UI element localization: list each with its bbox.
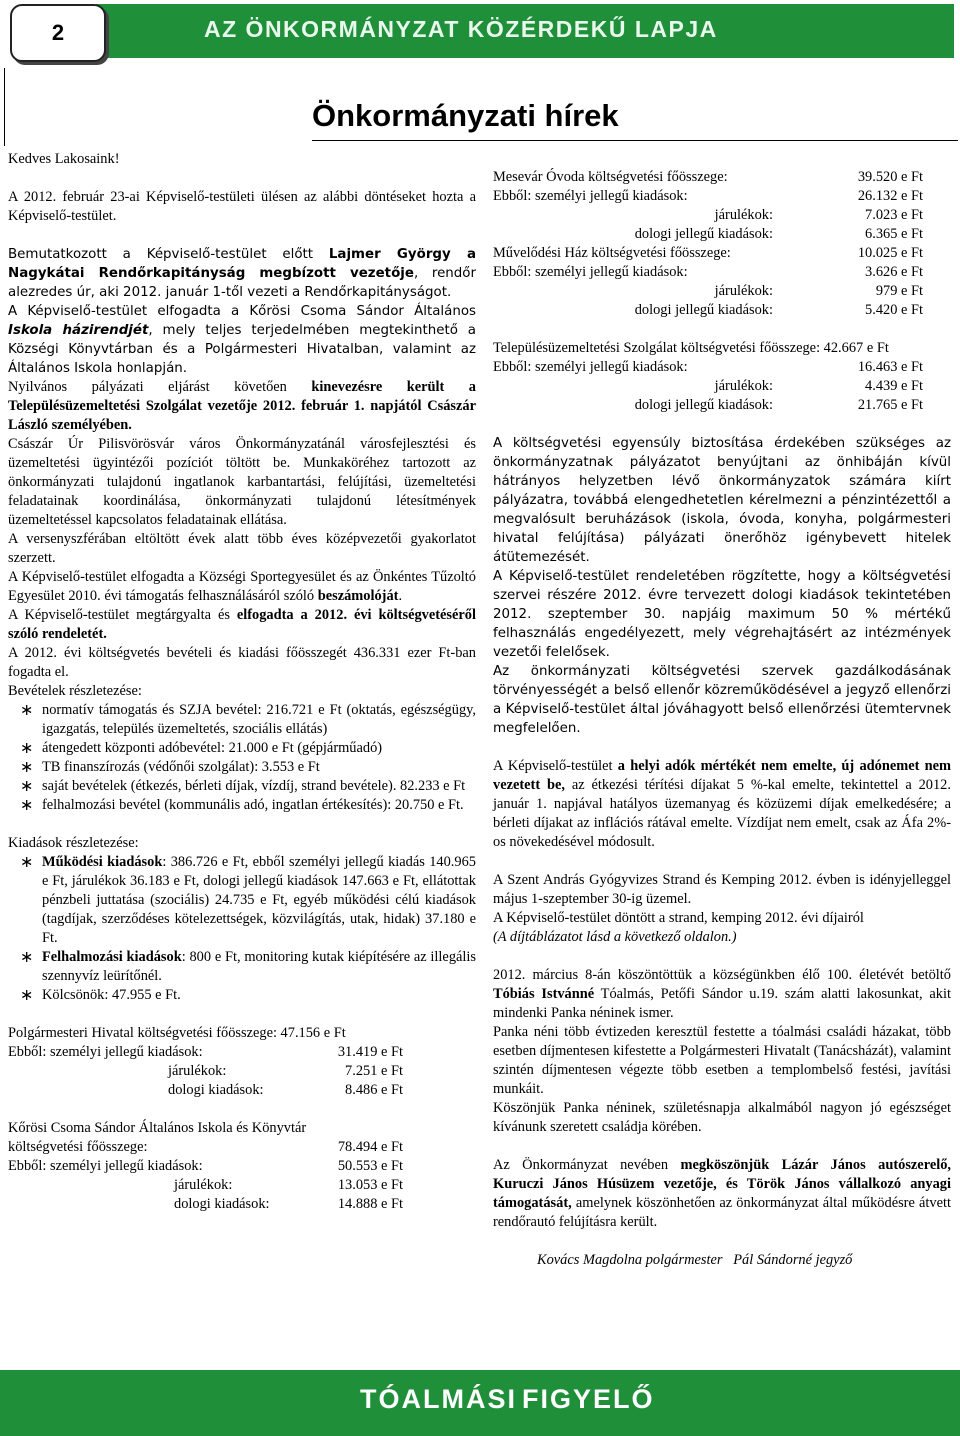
budget-title: Polgármesteri Hivatal költségvetési főösszege: 47.156 e Ft [8,1025,346,1041]
budget-table [8,1043,476,1100]
signature-notary: Pál Sándorné jegyző [733,1252,853,1268]
table-value: 50.553 e Ft [337,1158,403,1174]
table-value: 21.765 e Ft [857,397,923,413]
table-label: járulékok: [714,283,773,299]
list-item: ∗ Működési kiadások: 386.726 e Ft, ebből személyi jellegű kiadás 140.965 e Ft, járulékok 36.183 e Ft, dologi jellegű kiadások 147.663 e Ft, ellátottak pénzbeli juttatása (szociális) 24.735 e Ft, egyéb működési célú kiadások (tagdíjak, szerződéses kötelezettségek, közvilágítás, utak, hidak) 37.180 e Ft. [8,853,476,948]
paragraph: A Képviselő-testület elfogadta a Kőrösi Csoma Sándor Általános Iskola házirendjét, mely teljes terjedelmében megtekinthető a Községi Könyvtárban és a Polgármesteri Hivatalban, valamint az Általános Iskola honlapján. [8,304,477,376]
page-number: 2 [10,4,106,62]
table-value: 10.025 e Ft [857,245,923,261]
paragraph: A 2012. évi költségvetés bevételi és kiadási főösszegét 436.331 ezer Ft-ban fogadta el. [8,645,476,680]
table-label: Ebből: személyi jellegű kiadások: [493,188,688,204]
list-item: ∗ felhalmozási bevétel (kommunális adó, ingatlan értékesítés): 20.750 e Ft. [8,796,476,815]
left-column [8,150,476,1214]
table-value: 78.494 e Ft [337,1139,403,1155]
table-value: 5.420 e Ft [865,302,923,318]
table-value: 6.365 e Ft [865,226,923,242]
table-value: 13.053 e Ft [337,1177,403,1193]
page-footer [0,1370,960,1436]
paragraph: A Képviselő-testület elfogadta a Községi Sportegyesület és az Önkéntes Tűzoltó Egyesület 2010. évi támogatás felhasználásáról szóló beszámolóját. [8,569,476,604]
table-label: Ebből: személyi jellegű kiadások: [8,1044,203,1060]
revenue-list [8,701,476,815]
paragraph: A Képviselő-testület rendeletében rögzítette, hogy a költségvetési szervei részére 2012. évre tervezett dologi kiadások tekintetében 2012. szeptember 30. napjáig maximum 50 % mértékű felhasználás engedélyezett, mely végrehajtásért az intézmények vezetői felelősek. [493,569,951,660]
table-label: Ebből: személyi jellegű kiadások: [8,1158,203,1174]
divider-line [312,140,958,141]
paragraph: 2012. március 8-án köszöntöttük a községünkben élő 100. életévét betöltő Tóbiás Istvánné Tóalmás, Petőfi Sándor u.19. szám alatti lakosunkat, akit mindenki Panka néninek ismer. [493,967,951,1021]
list-item: ∗ normatív támogatás és SZJA bevétel: 216.721 e Ft (oktatás, egészségügy, igazgatás, település üzemeltetés, szociális ellátás) [8,701,476,739]
table-label: dologi jellegű kiadások: [634,302,773,318]
paragraph: A 2012. február 23-ai Képviselő-testületi ülésen az alábbi döntéseket hozta a Képviselő-testület. [8,189,476,224]
page-header [0,0,960,64]
section-title: Önkormányzati hírek [312,98,619,133]
signature-mayor: Kovács Magdolna polgármester [537,1252,723,1268]
footer-title-left: TÓALMÁSI [360,1384,517,1414]
budget-title: Kőrösi Csoma Sándor Általános Iskola és Könyvtár [8,1120,307,1136]
paragraph: A Képviselő-testület megtárgyalta és elfogadta a 2012. évi költségvetéséről szóló rendeletét. [8,607,476,642]
table-value: 31.419 e Ft [337,1044,403,1060]
table-label: dologi kiadások: [174,1196,270,1212]
expense-list [8,853,476,1005]
list-title: Kiadások részletezése: [8,835,139,851]
table-label: dologi jellegű kiadások: [634,397,773,413]
table-label: járulékok: [714,378,773,394]
table-value: 39.520 e Ft [857,169,923,185]
paragraph: A Képviselő-testület a helyi adók mértékét nem emelte, új adónemet nem vezetett be, az étkezési térítési díjakat 5 %-kal emelte, tekintettel a 2012. január 1. napjával hatályos üzemanyag és közüzemi díjak emelkedésére; a bérleti díjakat az inflációs rátával emelte. Vízdíjat nem emelt, csak az Áfa 2%-os növekedésével módosult. [493,758,952,850]
table-label: járulékok: [174,1177,233,1193]
paragraph: A Szent András Gyógyvizes Strand és Kemping 2012. évben is idényjelleggel május 1-szeptember 30-ig üzemel. [493,872,951,907]
table-value: 7.023 e Ft [865,207,923,223]
divider-line [4,68,5,146]
header-band [96,4,954,58]
list-item: ∗ átengedett központi adóbevétel: 21.000 e Ft (gépjárműadó) [8,739,476,758]
table-value: 26.132 e Ft [857,188,923,204]
paragraph: Panka néni több évtizeden keresztül festette a tóalmási családi házakat, több esetben díjmentesen kifestette a Polgármesteri Hivatalt (Tanácsházát), valamint szintén díjmentesen végezte több esetben a templombelső festési, javítási munkáit. [493,1024,951,1097]
table-label: Ebből: személyi jellegű kiadások: [493,264,688,280]
table-label: költségvetési főösszege: [8,1139,148,1155]
list-item: ∗ saját bevételek (étkezés, bérleti díjak, vízdíj, strand bevétele). 82.233 e Ft [8,777,476,796]
table-value: 14.888 e Ft [337,1196,403,1212]
budget-table [493,168,951,320]
paragraph: A Képviselő-testület döntött a strand, kemping 2012. évi díjairól [493,910,864,926]
publication-title: AZ ÖNKORMÁNYZAT KÖZÉRDEKŰ LAPJA [204,16,718,42]
table-label: dologi jellegű kiadások: [634,226,773,242]
list-item: ∗ Kölcsönök: 47.955 e Ft. [8,986,476,1005]
paragraph: A versenyszférában eltöltött évek alatt több éves középvezetői gyakorlatot szerzett. [8,531,476,566]
budget-title: Településüzemeltetési Szolgálat költségvetési főösszege: 42.667 e Ft [493,340,889,356]
table-label: Ebből: személyi jellegű kiadások: [493,359,688,375]
list-title: Bevételek részletezése: [8,683,142,699]
paragraph: Császár Úr Pilisvörösvár város Önkormányzatánál városfejlesztési és üzemeltetési ügyintézői pozíciót töltött be. Munkaköréhez tartozott az önkormányzati tulajdonú ingatlanok karbantartási, felújítási, üzemeltetési feladatainak koordinálása, önkormányzati tulajdonú létesítmények üzemeltetéssel kapcsolatos feladatainak ellátása. [8,436,476,528]
table-value: 7.251 e Ft [345,1063,403,1079]
table-label: dologi kiadások: [168,1082,264,1098]
list-item: ∗ TB finanszírozás (védőnői szolgálat): 3.553 e Ft [8,758,476,777]
paragraph: Köszönjük Panka néninek, születésnapja alkalmából nagyon jó egészséget kívánunk szeretett családja körében. [493,1100,951,1135]
table-label: járulékok: [168,1063,227,1079]
table-label: járulékok: [714,207,773,223]
table-value: 3.626 e Ft [865,264,923,280]
list-item: ∗ Felhalmozási kiadások: 800 e Ft, monitoring kutak kiépítésére az illegális szennyvíz leürítőnél. [8,948,476,986]
right-column [493,168,951,1270]
table-label: Művelődési Ház költségvetési főösszege: [493,245,731,261]
table-value: 979 e Ft [875,283,923,299]
budget-table [493,358,951,415]
paragraph: A költségvetési egyensúly biztosítása érdekében szükséges az önkormányzatnak pályázatot benyújtani az önhibáján kívül hátrányos helyzetben lévő önkormányzatok számára kiírt pályázatra, továbbá elengedhetetlen kérelmezni a pénzintézettől a megvalósult beruházások (iskola, óvoda, konyha, polgármesteri hivatal felújítása) pályázati önerőhöz igénybevett hitelek átütemezését. [493,436,951,565]
paragraph: Bemutatkozott a Képviselő-testület előtt Lajmer György a Nagykátai Rendőrkapitányság megbízott vezetője, rendőr alezredes úr, aki 2012. január 1-től vezeti a Rendőrkapitányságot. [8,247,476,300]
table-value: 8.486 e Ft [345,1082,403,1098]
table-value: 16.463 e Ft [857,359,923,375]
table-label: Mesevár Óvoda költségvetési főösszege: [493,169,728,185]
budget-table [8,1138,476,1214]
footer-title-right: FIGYELŐ [522,1384,655,1414]
greeting: Kedves Lakosaink! [8,151,120,167]
paragraph: Az Önkormányzat nevében megköszönjük Lázár János autószerelő, Kuruczi János Húsüzem vezetője, és Török János vállalkozó anyagi támogatását, amelynek köszönhetően az önkormányzat által működésre átvett rendőrautó felújításra került. [493,1157,952,1230]
paragraph: Nyilvános pályázati eljárást követően kinevezésre került a Településüzemeltetési Szolgálat vezetője 2012. február 1. napjától Császár László személyében. [8,379,476,433]
paragraph: (A díjtáblázatot lásd a következő oldalon.) [493,929,737,945]
paragraph: Az önkormányzati költségvetési szervek gazdálkodásának törvényességét a belső ellenőr közreműködésével a jegyző ellenőrzi a Képviselő-testület által jóváhagyott belső ellenőrzési ütemtervnek megfelelően. [493,664,951,736]
table-value: 4.439 e Ft [865,378,923,394]
signature-line [493,1251,951,1270]
